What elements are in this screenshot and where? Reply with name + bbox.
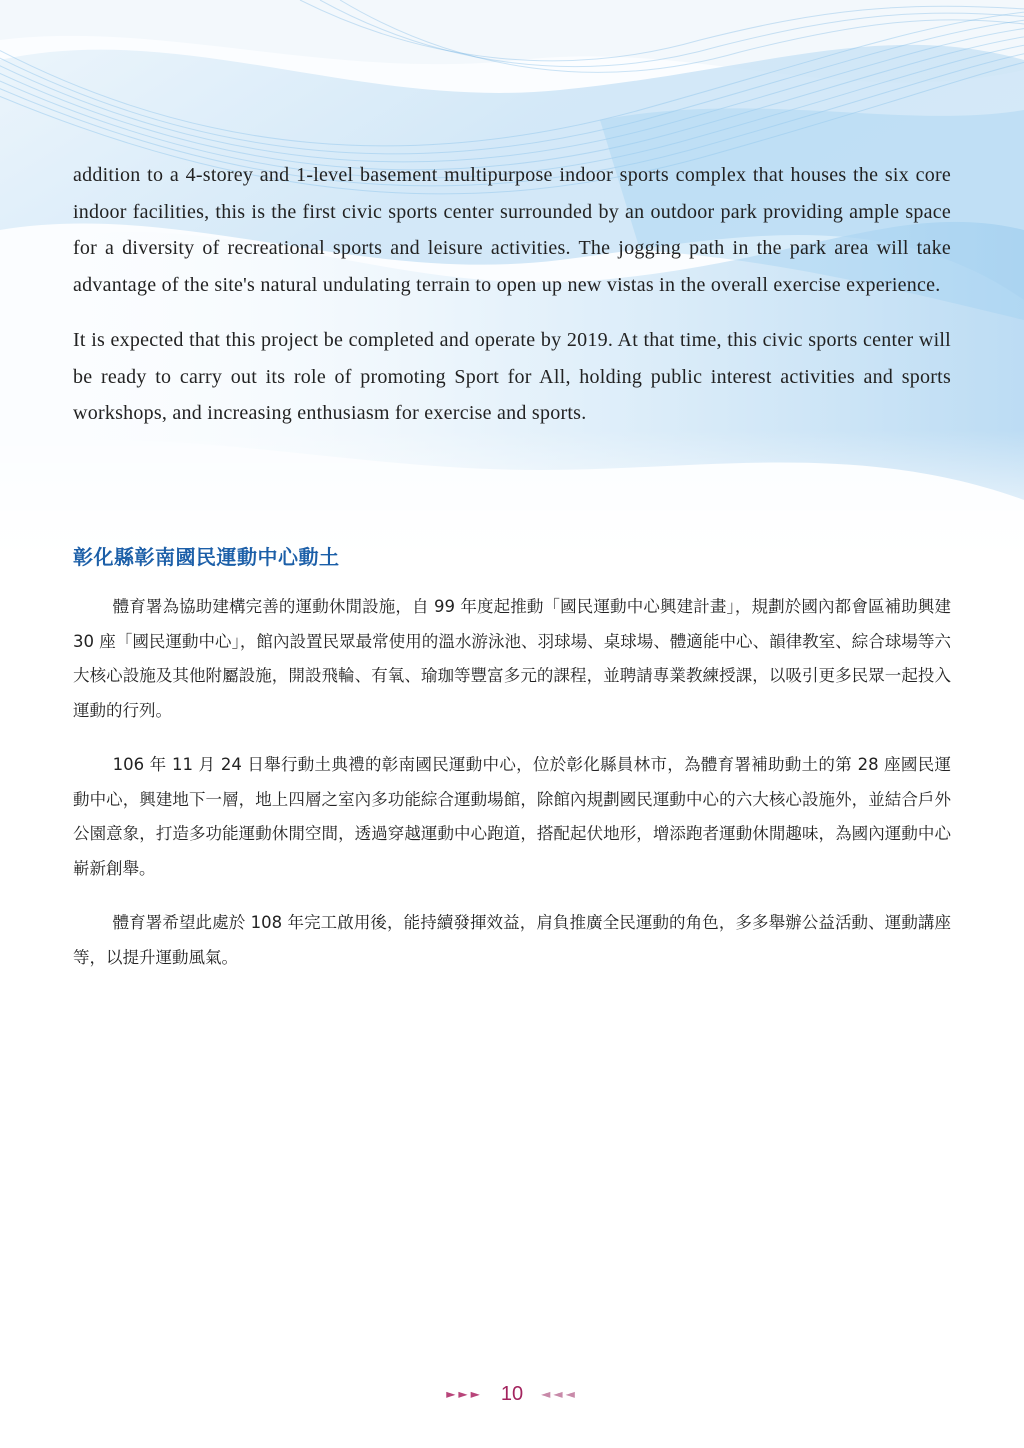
chinese-paragraph-2: 106 年 11 月 24 日舉行動土典禮的彰南國民運動中心，位於彰化縣員林市，為體育署補助動土的第 28 座國民運動中心，興建地下一層，地上四層之室內多功能綜合運動場館，除館內規劃國民運動中心的六大核心設施外，並結合戶外公園意象，打造多功能運動休閒空間，透過穿越運動中心跑道，搭配起伏地形，增添跑者運動休閒趣味，為國內運動中心嶄新創舉。 xyxy=(73,755,951,878)
page-number: 10 xyxy=(500,1382,524,1405)
page-footer xyxy=(0,1376,1024,1412)
chinese-text-section xyxy=(73,590,951,995)
left-arrows-icon: ◄◄◄ xyxy=(541,1387,578,1401)
english-paragraph-2: It is expected that this project be completed and operate by 2019. At that time, this civic sports center will be ready to carry out its role of promoting Sport for All, holding public interest activities and sports workshops, and increasing enthusiasm for exercise and sports. xyxy=(73,329,951,424)
right-arrows-icon: ►►► xyxy=(446,1387,483,1401)
chinese-paragraph-3: 體育署希望此處於 108 年完工啟用後，能持續發揮效益，肩負推廣全民運動的角色，多多舉辦公益活動、運動講座等，以提升運動風氣。 xyxy=(73,913,951,967)
section-title: 彰化縣彰南國民運動中心動土 xyxy=(73,545,340,569)
english-text-section xyxy=(73,157,951,451)
english-paragraph-1: addition to a 4-storey and 1-level basement multipurpose indoor sports complex that houses the six core indoor facilities, this is the first civic sports center surrounded by an outdoor park providing ample space for a diversity of recreational sports and leisure activities. The jogging path in the park area will take advantage of the site's natural undulating terrain to open up new vistas in the overall exercise experience. xyxy=(73,164,951,296)
chinese-paragraph-1: 體育署為協助建構完善的運動休閒設施，自 99 年度起推動「國民運動中心興建計畫」，規劃於國內都會區補助興建 30 座「國民運動中心」，館內設置民眾最常使用的溫水游泳池、羽球場、桌球場、體適能中心、韻律教室、綜合球場等六大核心設施及其他附屬設施，開設飛輪、有氧、瑜珈等豐富多元的課程，並聘請專業教練授課，以吸引更多民眾一起投入運動的行列。 xyxy=(73,597,951,720)
